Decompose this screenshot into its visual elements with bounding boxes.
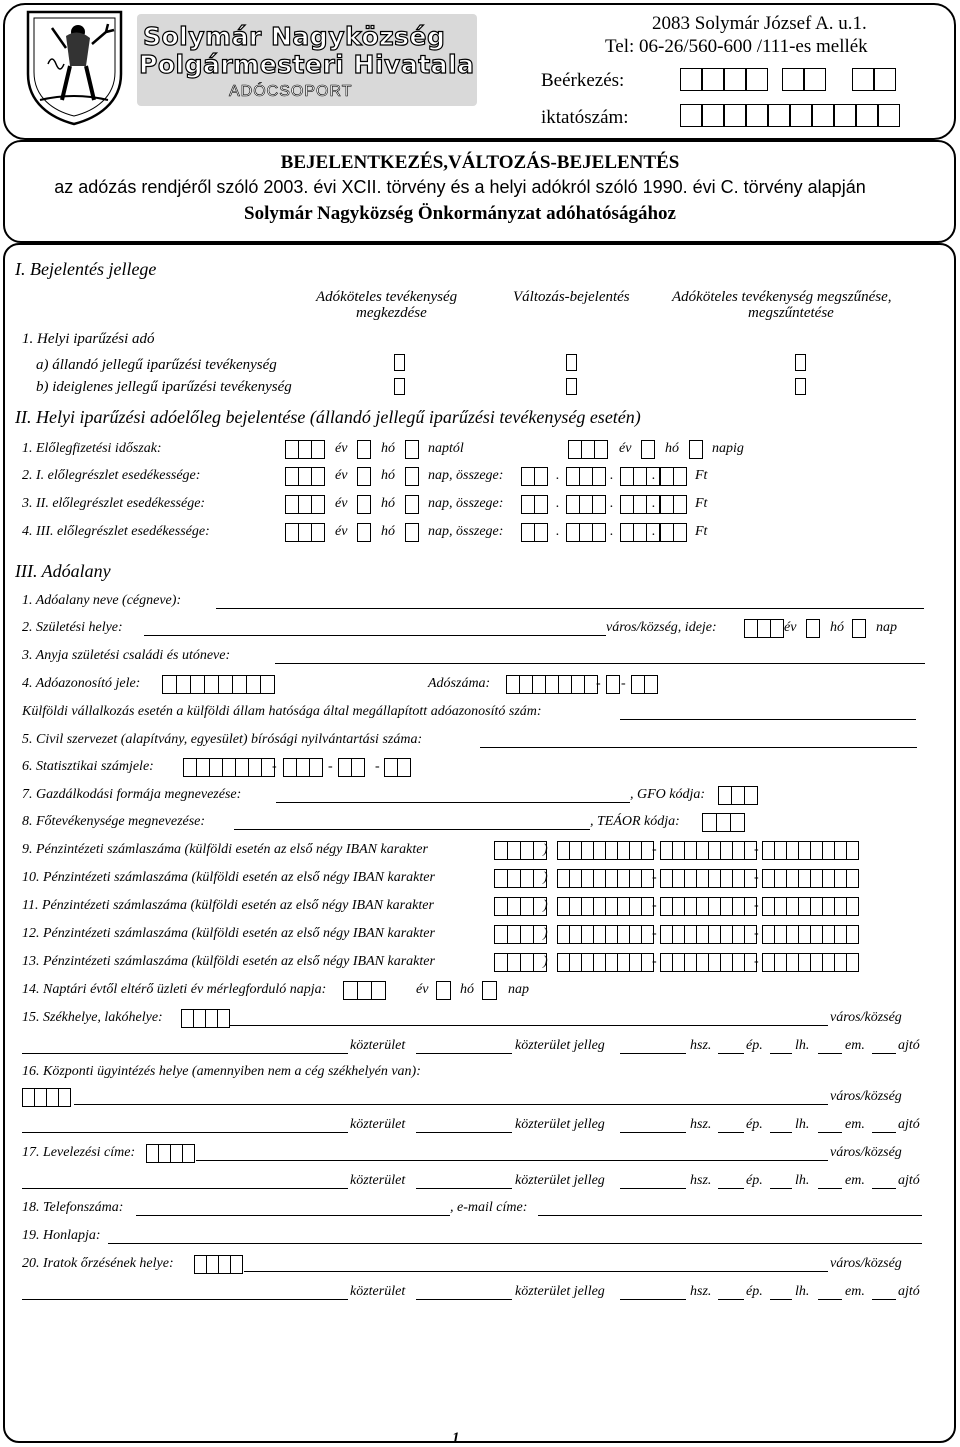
period-from-label: naptól: [428, 441, 464, 456]
mailing-floor-field[interactable]: [818, 1188, 842, 1189]
birthplace-label: 2. Születési helye:: [22, 620, 123, 635]
records-street-label: közterület: [350, 1284, 406, 1299]
central-staircase-field[interactable]: [770, 1132, 792, 1133]
installment-3-amount-label: nap, összege:: [428, 524, 504, 539]
seat-door-field[interactable]: [872, 1053, 896, 1054]
iban-paren-13: ): [543, 954, 548, 969]
section2-heading: II. Helyi iparűzési adóelőleg bejelentése (állandó jellegű iparűzési tevékenység esetén): [15, 407, 641, 427]
period-end-ev: év: [619, 441, 632, 456]
central-lh-label: lh.: [795, 1117, 810, 1132]
mailing-street-type-field[interactable]: [416, 1188, 512, 1189]
installment-1-ft: Ft: [695, 468, 708, 483]
account-dash-a-11: -: [652, 898, 657, 913]
records-hsz-label: hsz.: [690, 1284, 712, 1299]
account-dash-b-11: -: [754, 898, 759, 913]
mailing-staircase-field[interactable]: [770, 1188, 792, 1189]
mailing-hsz-label: hsz.: [690, 1173, 712, 1188]
mailing-ajto-label: ajtó: [898, 1173, 920, 1188]
seat-hsz-label: hsz.: [690, 1038, 712, 1053]
bank-account-12-label: 12. Pénzintézeti számlaszáma (külföldi esetén az első négy IBAN karakter: [22, 926, 435, 941]
account-dash-a-13: -: [652, 954, 657, 969]
seat-street-field[interactable]: [22, 1053, 348, 1054]
period-start-ev: év: [335, 441, 348, 456]
bank-account-10-label: 10. Pénzintézeti számlaszáma (külföldi esetén az első négy IBAN karakter: [22, 870, 435, 885]
account-dash-a-12: -: [652, 926, 657, 941]
temporary-activity-label: b) ideiglenes jellegű iparűzési tevékenység: [36, 379, 292, 395]
filing-number-label: iktatószám:: [541, 107, 629, 128]
seat-street-label: közterület: [350, 1038, 406, 1053]
seat-staircase-field[interactable]: [770, 1053, 792, 1054]
stat-number-label: 6. Statisztikai számjele:: [22, 759, 154, 774]
central-street-field[interactable]: [22, 1132, 348, 1133]
installment-2-ev: év: [335, 496, 348, 511]
iban-paren-10: ): [543, 870, 548, 885]
birthplace-field[interactable]: [144, 635, 606, 636]
iban-paren-12: ): [543, 926, 548, 941]
central-em-label: em.: [845, 1117, 865, 1132]
installment-1-label: 2. I. előlegrészlet esedékessége:: [22, 468, 201, 483]
main-activity-field[interactable]: [234, 829, 590, 830]
website-field[interactable]: [108, 1243, 922, 1244]
installment-2-label: 3. II. előlegrészlet esedékessége:: [22, 496, 206, 511]
account-dash-b-10: -: [754, 870, 759, 885]
birthdate-ho: hó: [830, 620, 844, 635]
checkbox-a-change[interactable]: [566, 354, 577, 371]
birthdate-nap: nap: [876, 620, 897, 635]
records-city-field[interactable]: [244, 1271, 828, 1272]
installment-3-ev: év: [335, 524, 348, 539]
installment-2-dot1: .: [556, 496, 560, 511]
central-office-label: 16. Központi ügyintézés helye (amennyiben nem a cég székhelyén van):: [22, 1064, 421, 1079]
seat-ajto-label: ajtó: [898, 1038, 920, 1053]
law-reference: az adózás rendjéről szóló 2003. évi XCII. törvény és a helyi adókról szóló 1990. évi C. törvény alapján: [54, 177, 866, 197]
fiscal-nap: nap: [508, 982, 529, 997]
mother-name-field[interactable]: [275, 663, 925, 664]
advance-period-label: 1. Előlegfizetési időszak:: [22, 441, 162, 456]
email-label: , e-mail címe:: [450, 1200, 528, 1215]
civil-registry-label: 5. Civil szervezet (alapítvány, egyesület) bírósági nyilvántartási száma:: [22, 732, 423, 747]
stat-dash1: -: [272, 759, 277, 774]
seat-building-field[interactable]: [718, 1053, 744, 1054]
logo-line1: Solymár Nagyközség: [143, 22, 446, 51]
central-ajto-label: ajtó: [898, 1117, 920, 1132]
installment-2-dot2: .: [610, 496, 614, 511]
installment-1-ho: hó: [381, 468, 395, 483]
office-phone: Tel: 06-26/560-600 /111-es mellék: [605, 36, 868, 57]
mailing-building-field[interactable]: [718, 1188, 744, 1189]
bank-account-9-label: 9. Pénzintézeti számlaszáma (külföldi esetén az első négy IBAN karakter: [22, 842, 428, 857]
col-start-label: Adóköteles tevékenység: [316, 289, 458, 305]
seat-street-type-label: közterület jelleg: [515, 1038, 605, 1053]
mother-name-label: 3. Anyja születési családi és utóneve:: [22, 648, 231, 663]
seat-em-label: em.: [845, 1038, 865, 1053]
main-activity-label: 8. Főtevékenysége megnevezése:: [22, 814, 206, 829]
section1-heading: I. Bejelentés jellege: [15, 259, 157, 279]
checkbox-b-change[interactable]: [566, 378, 577, 395]
account-dash-a-10: -: [652, 870, 657, 885]
mailing-street-type-label: közterület jelleg: [515, 1173, 605, 1188]
fiscal-year-label: 14. Naptári évtől eltérő üzleti év mérlegforduló napja:: [22, 982, 327, 997]
account-dash-a-9: -: [652, 842, 657, 857]
seat-house-number-field[interactable]: [620, 1053, 686, 1054]
arrival-label: Beérkezés:: [541, 70, 625, 91]
checkbox-a-start[interactable]: [394, 354, 405, 371]
iban-paren-9: ): [543, 842, 548, 857]
records-building-field[interactable]: [718, 1299, 744, 1300]
seat-floor-field[interactable]: [818, 1053, 842, 1054]
installment-1-amount-label: nap, összege:: [428, 468, 504, 483]
records-ajto-label: ajtó: [898, 1284, 920, 1299]
tax-id-label: 4. Adóazonosító jele:: [22, 676, 141, 691]
col-end-label2: megszűntetése: [748, 305, 834, 321]
records-floor-field[interactable]: [818, 1299, 842, 1300]
checkbox-b-start[interactable]: [394, 378, 405, 395]
installment-3-dot3: .: [652, 524, 656, 539]
installment-2-ft: Ft: [695, 496, 708, 511]
col-start-label2: megkezdése: [356, 305, 427, 321]
mailing-address-label: 17. Levelezési címe:: [22, 1145, 136, 1160]
central-street-type-label: közterület jelleg: [515, 1117, 605, 1132]
period-to-label: napig: [712, 441, 744, 456]
central-city-field[interactable]: [74, 1104, 828, 1105]
installment-3-dot2: .: [610, 524, 614, 539]
seat-city-field[interactable]: [230, 1025, 828, 1026]
foreign-tax-id-label: Külföldi vállalkozás esetén a külföldi állam hatósága által megállapított adóazonosító szám:: [22, 704, 542, 719]
foreign-tax-id-field[interactable]: [620, 719, 916, 720]
account-dash-b-9: -: [754, 842, 759, 857]
email-field[interactable]: [538, 1215, 922, 1216]
installment-2-amount-label: nap, összege:: [428, 496, 504, 511]
logo-line2: Polgármesteri Hivatala: [139, 50, 475, 79]
central-city-label: város/község: [830, 1089, 902, 1104]
birthdate-label: város/község, ideje:: [606, 620, 717, 635]
installment-1-dot2: .: [610, 468, 614, 483]
mailing-em-label: em.: [845, 1173, 865, 1188]
page-number: 1: [452, 1430, 460, 1446]
seat-lh-label: lh.: [795, 1038, 810, 1053]
taxpayer-name-field[interactable]: [216, 608, 924, 609]
records-door-field[interactable]: [872, 1299, 896, 1300]
business-form-field[interactable]: [276, 802, 630, 803]
period-start-ho: hó: [381, 441, 395, 456]
installment-3-ho: hó: [381, 524, 395, 539]
installment-3-dot1: .: [556, 524, 560, 539]
gfo-code-label: , GFO kódja:: [630, 787, 706, 802]
permanent-activity-label: a) állandó jellegű iparűzési tevékenység: [36, 357, 277, 373]
fiscal-ev: év: [416, 982, 429, 997]
mailing-city-label: város/község: [830, 1145, 902, 1160]
records-house-number-field[interactable]: [620, 1299, 686, 1300]
coat-of-arms-icon: [22, 8, 127, 126]
mailing-street-label: közterület: [350, 1173, 406, 1188]
installment-1-dot3: .: [652, 468, 656, 483]
office-address: 2083 Solymár József A. u.1.: [652, 13, 867, 34]
checkbox-a-end[interactable]: [795, 354, 806, 371]
records-ep-label: ép.: [746, 1284, 763, 1299]
central-floor-field[interactable]: [818, 1132, 842, 1133]
business-form-label: 7. Gazdálkodási formája megnevezése:: [22, 787, 242, 802]
bank-account-11-label: 11. Pénzintézeti számlaszáma (külföldi esetén az első négy IBAN karakter: [22, 898, 434, 913]
tax-number-dash2: -: [621, 676, 626, 691]
central-hsz-label: hsz.: [690, 1117, 712, 1132]
seat-label: 15. Székhelye, lakóhelye:: [22, 1010, 163, 1025]
installment-3-ft: Ft: [695, 524, 708, 539]
tax-number-dash1: -: [596, 676, 601, 691]
records-em-label: em.: [845, 1284, 865, 1299]
tax-number-label: Adószáma:: [428, 676, 491, 691]
col-end-label: Adóköteles tevékenység megszűnése,: [672, 289, 892, 305]
col-change-label: Változás-bejelentés: [513, 289, 630, 305]
seat-street-type-field[interactable]: [416, 1053, 512, 1054]
records-lh-label: lh.: [795, 1284, 810, 1299]
taxpayer-name-label: 1. Adóalany neve (cégneve):: [22, 593, 182, 608]
installment-2-dot3: .: [652, 496, 656, 511]
civil-registry-field[interactable]: [480, 747, 917, 748]
installment-1-dot1: .: [556, 468, 560, 483]
seat-ep-label: ép.: [746, 1038, 763, 1053]
installment-3-label: 4. III. előlegrészlet esedékessége:: [22, 524, 210, 539]
period-end-ho: hó: [665, 441, 679, 456]
records-city-label: város/község: [830, 1256, 902, 1271]
bank-account-13-label: 13. Pénzintézeti számlaszáma (külföldi esetén az első négy IBAN karakter: [22, 954, 435, 969]
installment-2-ho: hó: [381, 496, 395, 511]
iban-paren-11: ): [543, 898, 548, 913]
form-title: BEJELENTKEZÉS,VÁLTOZÁS-BEJELENTÉS: [280, 152, 680, 173]
records-street-type-field[interactable]: [416, 1299, 512, 1300]
teaor-code-label: , TEÁOR kódja:: [590, 814, 680, 829]
seat-city-label: város/község: [830, 1010, 902, 1025]
central-door-field[interactable]: [872, 1132, 896, 1133]
stat-dash3: -: [375, 759, 380, 774]
central-house-number-field[interactable]: [620, 1132, 686, 1133]
mailing-house-number-field[interactable]: [620, 1188, 686, 1189]
checkbox-b-end[interactable]: [795, 378, 806, 395]
phone-field[interactable]: [136, 1215, 450, 1216]
stat-dash2: -: [328, 759, 333, 774]
records-staircase-field[interactable]: [770, 1299, 792, 1300]
mailing-ep-label: ép.: [746, 1173, 763, 1188]
mailing-door-field[interactable]: [872, 1188, 896, 1189]
account-dash-b-12: -: [754, 926, 759, 941]
logo-line3: ADÓCSOPORT: [229, 83, 353, 100]
central-street-label: közterület: [350, 1117, 406, 1132]
local-business-tax-label: 1. Helyi iparűzési adó: [22, 331, 155, 347]
installment-1-ev: év: [335, 468, 348, 483]
section3-heading: III. Adóalany: [15, 561, 111, 581]
authority: Solymár Nagyközség Önkormányzat adóhatóságához: [244, 203, 676, 224]
records-street-type-label: közterület jelleg: [515, 1284, 605, 1299]
birthdate-ev: év: [784, 620, 797, 635]
website-label: 19. Honlapja:: [22, 1228, 101, 1243]
fiscal-ho: hó: [460, 982, 474, 997]
phone-label: 18. Telefonszáma:: [22, 1200, 124, 1215]
records-street-field[interactable]: [22, 1299, 348, 1300]
mailing-street-field[interactable]: [22, 1188, 348, 1189]
mailing-lh-label: lh.: [795, 1173, 810, 1188]
central-building-field[interactable]: [718, 1132, 744, 1133]
mailing-city-field[interactable]: [196, 1160, 828, 1161]
account-dash-b-13: -: [754, 954, 759, 969]
central-ep-label: ép.: [746, 1117, 763, 1132]
central-street-type-field[interactable]: [416, 1132, 512, 1133]
records-place-label: 20. Iratok őrzésének helye:: [22, 1256, 174, 1271]
